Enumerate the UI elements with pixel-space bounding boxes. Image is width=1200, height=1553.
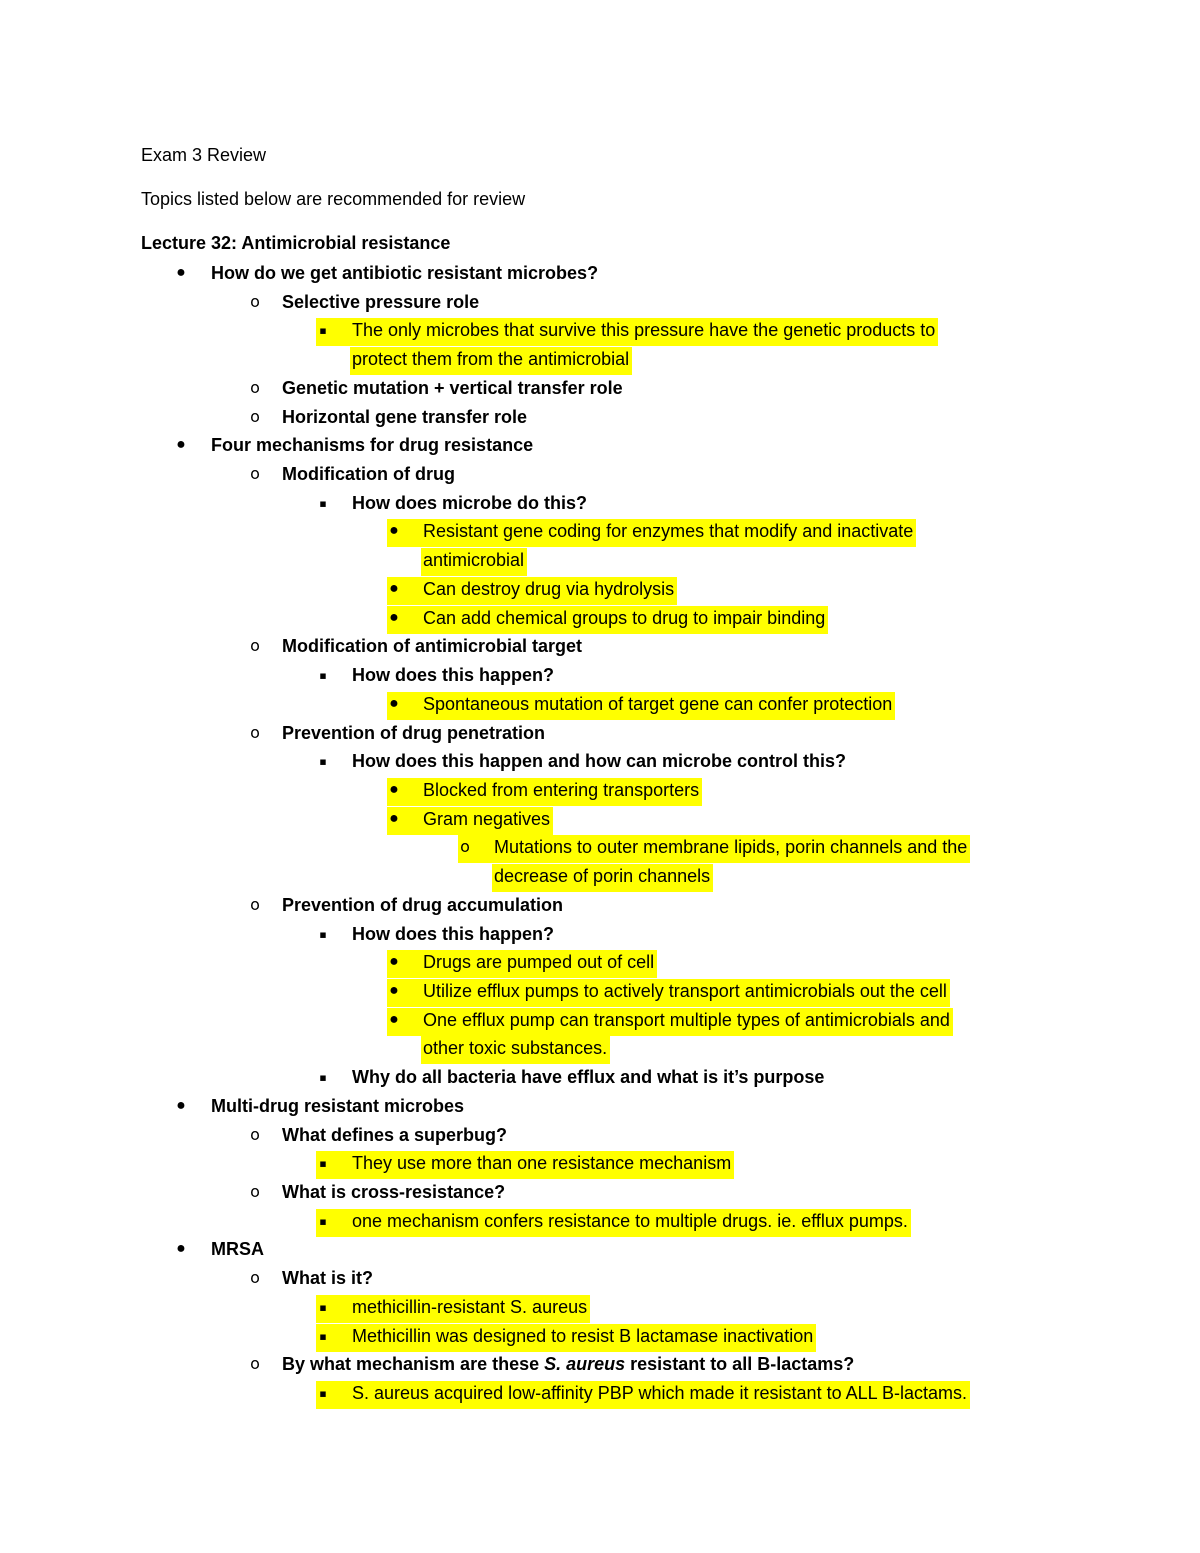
circle-bullet-icon: o bbox=[250, 1124, 260, 1144]
outline-item-text: Modification of drug bbox=[282, 464, 455, 485]
outline-item-text: Spontaneous mutation of target gene can confer protection bbox=[423, 693, 893, 714]
circle-bullet-icon: o bbox=[460, 837, 470, 857]
outline-item-text: How does this happen? bbox=[352, 665, 555, 686]
outline-item-text: How does this happen? bbox=[352, 923, 555, 944]
outline-item-text: One efflux pump can transport multiple types of antimicrobials and bbox=[423, 1009, 950, 1030]
outline-item-text: How does this happen and how can microbe control this? bbox=[352, 751, 847, 772]
outline-item-text: Can add chemical groups to drug to impair binding bbox=[423, 607, 826, 628]
circle-bullet-icon: o bbox=[250, 722, 260, 742]
square-bullet-icon: ▪ bbox=[319, 669, 327, 683]
outline-item-text: How do we get antibiotic resistant microbes? bbox=[211, 263, 599, 283]
outline-item-text: What is it? bbox=[282, 1268, 373, 1289]
outline-item-text: What defines a superbug? bbox=[282, 1124, 508, 1145]
outline-item-text: methicillin-resistant S. aureus bbox=[352, 1296, 588, 1317]
document-title-text: Exam 3 Review bbox=[141, 145, 267, 165]
outline-text-part: resistant to all B-lactams? bbox=[625, 1354, 855, 1375]
disc-bullet-icon: ● bbox=[389, 780, 399, 798]
disc-bullet-icon: ● bbox=[176, 1240, 186, 1258]
square-bullet-icon: ▪ bbox=[319, 496, 327, 510]
outline-item-text: S. aureus acquired low-affinity PBP which made it resistant to ALL B-lactams. bbox=[352, 1383, 967, 1404]
outline-item-text: MRSA bbox=[211, 1239, 264, 1260]
square-bullet-icon: ▪ bbox=[319, 1300, 327, 1314]
disc-bullet-icon: ● bbox=[389, 522, 399, 540]
document-subtitle-text: Topics listed below are recommended for review bbox=[141, 189, 526, 209]
outline-text-part: S. aureus bbox=[544, 1354, 626, 1375]
outline-item-text: Prevention of drug penetration bbox=[282, 722, 546, 743]
outline-item-text: protect them from the antimicrobial bbox=[352, 349, 630, 370]
outline-item-text bbox=[282, 1352, 854, 1376]
outline-item-text: Resistant gene coding for enzymes that modify and inactivate bbox=[423, 521, 914, 542]
disc-bullet-icon: ● bbox=[176, 1096, 186, 1114]
outline-item-text: Multi-drug resistant microbes bbox=[211, 1095, 465, 1116]
disc-bullet-icon: ● bbox=[389, 1010, 399, 1028]
outline-item-text: Drugs are pumped out of cell bbox=[423, 952, 655, 973]
outline-item-text: Modification of antimicrobial target bbox=[282, 636, 583, 657]
outline-item-text: Four mechanisms for drug resistance bbox=[211, 435, 534, 456]
square-bullet-icon: ▪ bbox=[319, 324, 327, 338]
outline-item-text: Horizontal gene transfer role bbox=[282, 406, 528, 427]
disc-bullet-icon: ● bbox=[389, 608, 399, 626]
circle-bullet-icon: o bbox=[250, 1268, 260, 1288]
circle-bullet-icon: o bbox=[250, 291, 260, 311]
circle-bullet-icon: o bbox=[250, 377, 260, 397]
disc-bullet-icon: ● bbox=[176, 264, 186, 281]
square-bullet-icon: ▪ bbox=[319, 1214, 327, 1228]
disc-bullet-icon: ● bbox=[176, 436, 186, 454]
outline-item-text: antimicrobial bbox=[423, 550, 525, 571]
lecture-heading-text: Lecture 32: Antimicrobial resistance bbox=[141, 233, 451, 253]
outline-item-text: Utilize efflux pumps to actively transport antimicrobials out the cell bbox=[423, 981, 947, 1001]
outline-item-text: decrease of porin channels bbox=[494, 866, 711, 887]
outline-item-text: Prevention of drug accumulation bbox=[282, 894, 564, 915]
square-bullet-icon: ▪ bbox=[319, 755, 327, 769]
outline-item-text: Gram negatives bbox=[423, 808, 551, 829]
square-bullet-icon: ▪ bbox=[319, 1157, 327, 1171]
square-bullet-icon: ▪ bbox=[319, 1329, 327, 1343]
square-bullet-icon: ▪ bbox=[319, 927, 327, 941]
outline-item-text: Genetic mutation + vertical transfer role bbox=[282, 377, 623, 398]
disc-bullet-icon: ● bbox=[389, 694, 399, 712]
circle-bullet-icon: o bbox=[250, 1354, 260, 1374]
circle-bullet-icon: o bbox=[250, 894, 260, 914]
outline-item-text: Mutations to outer membrane lipids, porin channels and the bbox=[494, 837, 968, 858]
outline-item-text: They use more than one resistance mechanism bbox=[352, 1153, 732, 1174]
disc-bullet-icon: ● bbox=[389, 579, 399, 597]
outline-item-text: Can destroy drug via hydrolysis bbox=[423, 578, 675, 599]
outline-item-text: How does microbe do this? bbox=[352, 492, 588, 513]
circle-bullet-icon: o bbox=[250, 1182, 260, 1202]
square-bullet-icon: ▪ bbox=[319, 1387, 327, 1401]
outline-item-text: What is cross-resistance? bbox=[282, 1182, 506, 1203]
circle-bullet-icon: o bbox=[250, 636, 260, 656]
circle-bullet-icon: o bbox=[250, 406, 260, 426]
square-bullet-icon: ▪ bbox=[319, 1071, 327, 1085]
disc-bullet-icon: ● bbox=[389, 809, 399, 827]
outline-item-text: Selective pressure role bbox=[282, 291, 480, 312]
outline-item-text: Methicillin was designed to resist B lactamase inactivation bbox=[352, 1325, 814, 1346]
outline-item-text: Why do all bacteria have efflux and what is it’s purpose bbox=[352, 1067, 825, 1088]
outline-item-text: one mechanism confers resistance to multiple drugs. ie. efflux pumps. bbox=[352, 1210, 908, 1231]
disc-bullet-icon: ● bbox=[389, 953, 399, 971]
outline-text-part: By what mechanism are these bbox=[282, 1354, 545, 1375]
disc-bullet-icon: ● bbox=[389, 982, 399, 999]
outline-item-text: The only microbes that survive this pressure have the genetic products to bbox=[352, 320, 936, 341]
circle-bullet-icon: o bbox=[250, 464, 260, 484]
outline-item-text: other toxic substances. bbox=[423, 1038, 608, 1059]
outline-item-text: Blocked from entering transporters bbox=[423, 779, 700, 800]
